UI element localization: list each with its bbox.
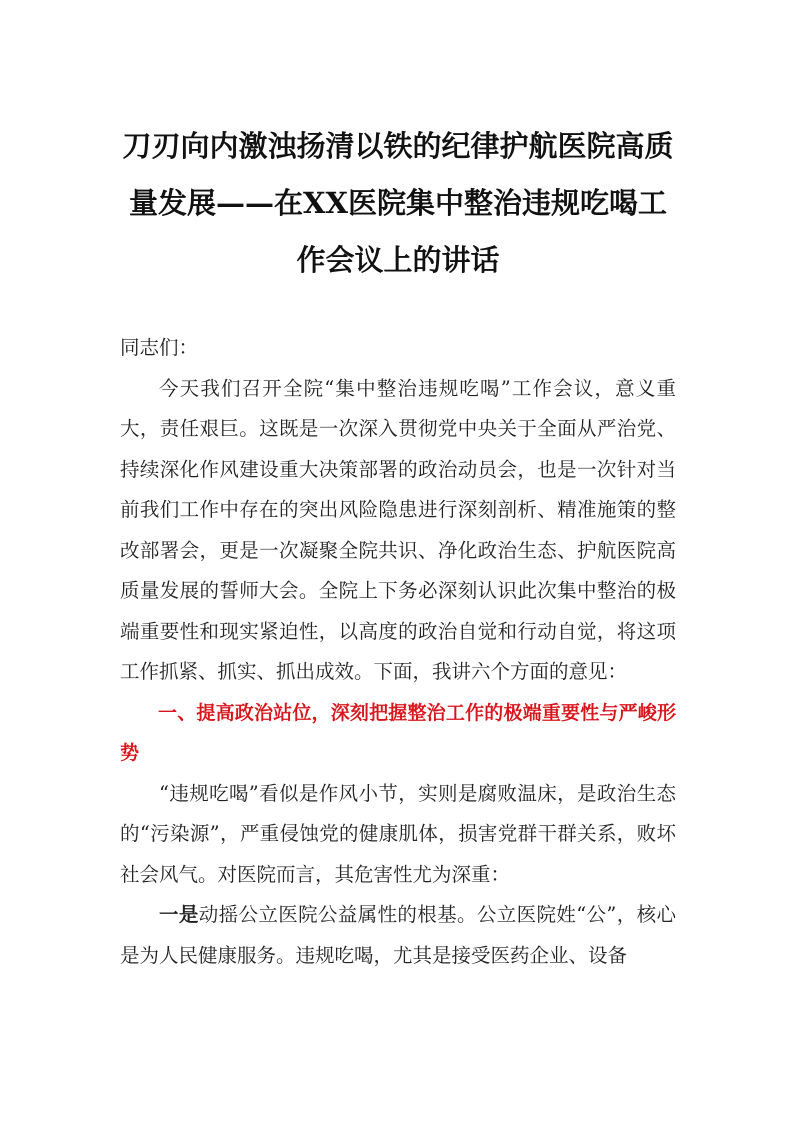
document-title: 刀刃向内激浊扬清以铁的纪律护航医院高质量发展——在XX医院集中整治违规吃喝工作会议上的讲话: [122, 129, 674, 277]
salutation: 同志们：: [120, 336, 199, 359]
document-body: [120, 328, 676, 976]
point-1-lead: 一是: [159, 903, 199, 926]
point-1-text: 动摇公立医院公益属性的根基。公立医院姓“公”，核心是为人民健康服务。违规吃喝，尤其是接受医药企业、设备: [120, 903, 676, 967]
section-1-paragraph: “违规吃喝”看似是作风小节，实则是腐败温床，是政治生态的“污染源”，严重侵蚀党的健康肌体，损害党群干群关系，败坏社会风气。对医院而言，其危害性尤为深重：: [120, 781, 676, 886]
section-heading-1: 一、提高政治站位，深刻把握整治工作的极端重要性与严峻形势: [120, 701, 676, 764]
point-1-paragraph: [120, 895, 676, 976]
opening-paragraph: 今天我们召开全院“集中整治违规吃喝”工作会议，意义重大，责任艰巨。这既是一次深入贯彻党中央关于全面从严治党、持续深化作风建设重大决策部署的政治动员会，也是一次针对当前我们工作中存在的突出风险隐患进行深刻剖析、精准施策的整改部署会，更是一次凝聚全院共识、净化政治生态、护航医院高质量发展的誓师大会。全院上下务必深刻认识此次集中整治的极端重要性和现实紧迫性，以高度的政治自觉和行动自觉，将这项工作抓紧、抓实、抓出成效。下面，我讲六个方面的意见：: [120, 376, 676, 683]
